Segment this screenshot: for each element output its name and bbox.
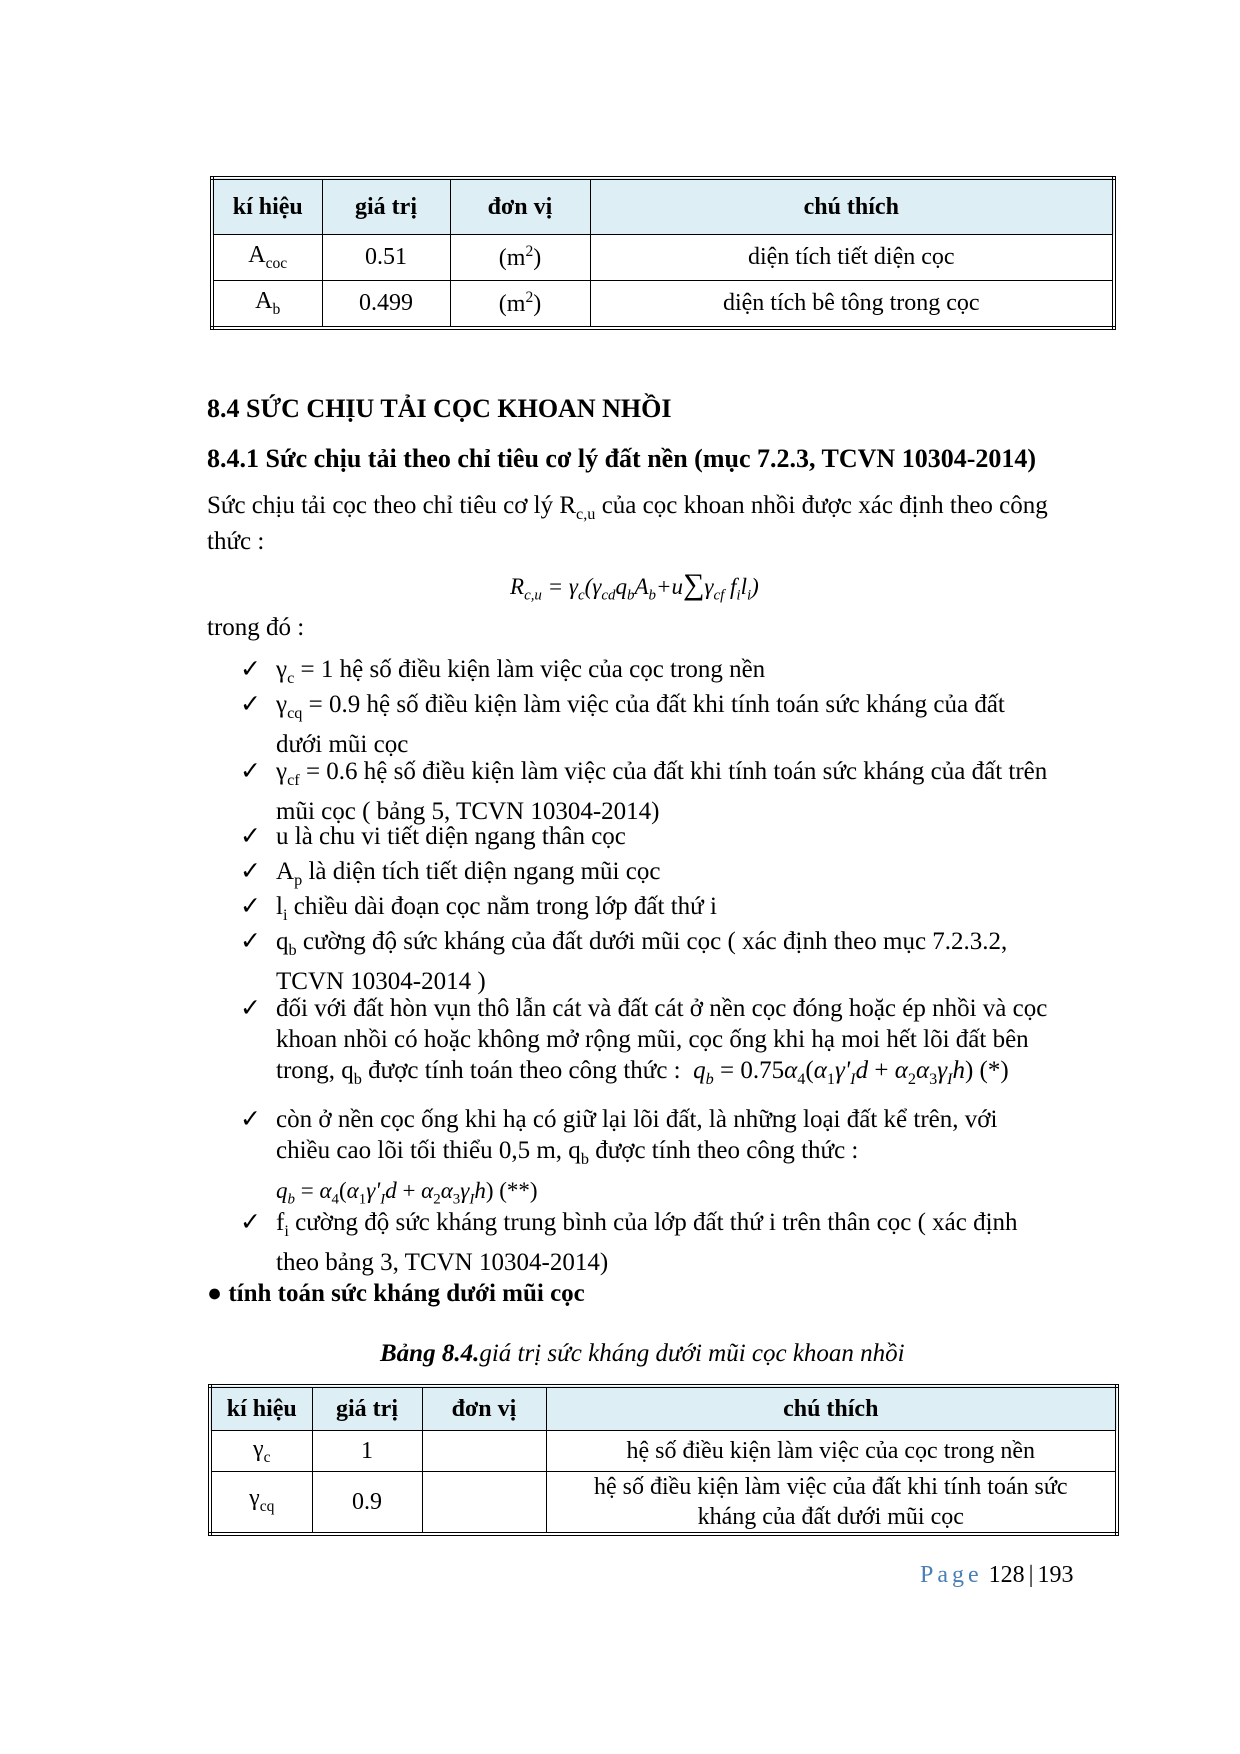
subsection-heading: 8.4.1 Sức chịu tải theo chỉ tiêu cơ lý đất nền (mục 7.2.3, TCVN 10304-2014) — [207, 444, 1037, 473]
checkmark-icon: ✓ — [240, 823, 261, 850]
checkmark-icon: ✓ — [240, 928, 261, 955]
page-separator: | — [1028, 1562, 1034, 1588]
cell-unit — [422, 1431, 546, 1472]
checkmark-icon: ✓ — [240, 758, 261, 785]
page-label: Page — [920, 1562, 983, 1588]
page-footer — [920, 1562, 1073, 1589]
intro-line-2: thức : — [207, 528, 265, 555]
table-row — [210, 1472, 1117, 1535]
tip-resistance-table — [208, 1384, 1119, 1536]
header-unit: đơn vị — [450, 178, 590, 235]
intro-line-1: Sức chịu tải cọc theo chỉ tiêu cơ lý $R_{c,u}$ của cọc khoan nhồi được xác định theo công — [207, 492, 1048, 523]
document-page: kí hiệu giá trị đơn vị chú thích $A_{coc}$ 0.51 $(m^2)$ diện tích tiết diện cọc $A_b$ 0.499 $(m^2)$ diện tích bê tông trong cọc 8.4 SỨC CHỊU TẢI CỌC KHOAN NHỒI 8.4.1 Sức chịu tải theo chỉ tiêu cơ lý đất nền (mục 7.2.3, TCVN 10304-2014) Sức chịu tải cọc theo chỉ tiêu cơ lý $R_{c,u}$ của cọc khoan nhồi được xác định theo công thức : $R_{c,u} = \gamma_c(\gamma_{cd}q_bA_b+u\sum\gamma_{cf}$ $f_il_i$) trong đó : ✓ $\gamma_c = 1$ hệ số điều kiện làm việc của cọc trong nền ✓ $\gamma_{cq} = 0.9$ hệ số điều kiện làm việc của đất khi tính toán sức kháng của đất dưới mũi cọc ✓ $\gamma_{cf} = 0.6$ hệ số điều kiện làm việc của đất khi tính toán sức kháng của đất trên mũi cọc ( bảng 5, TCVN 10304-2014) ✓ u là chu vi tiết diện ngang thân cọc ✓ $A_p$ là diện tích tiết diện ngang mũi cọc ✓ $l_i$ chiều dài đoạn cọc nằm trong lớp đất thứ i ✓ $q_b$ cường độ sức kháng của đất dưới mũi cọc ( xác định theo mục 7.2.3.2, TCVN 10304-2014 ) ✓ đối với đất hòn vụn thô lẫn cát và đất cát ở nền cọc đóng hoặc ép nhồi và cọc khoan nhồi có hoặc không mở rộng mũi, cọc ống khi hạ moi hết lõi đất bên trong, $q_b$ được tính toán theo công thức : $q_b = 0.75\alpha_4(\alpha_1\gamma'_Id + \alpha_2\alpha_3\gamma_Ih)$ (*) ✓ còn ở nền cọc ống khi hạ có giữ lại lõi đất, là những loại đất kể trên, với chiều cao lõi tối thiểu 0,5 m, $q_b$ được tính theo công thức : $q_b = \alpha_4(\alpha_1\gamma'_Id + \alpha_2\alpha_3\gamma_Ih)$ (**) ✓ $f_i$ cường độ sức kháng trung bình của lớp đất thứ i trên thân cọc ( xác định theo bảng 3, TCVN 10304-2014) ● tính toán sức kháng dưới mũi cọc Bảng 8.4.giá trị sức kháng dưới mũi cọc khoan nhồi kí hiệu giá trị đơn vị chú thích $\gamma_c$ 1 hệ số điều kiện làm việc của cọc trong nền $\gamma_{cq}$ 0.9 hệ số điều kiện làm việc của đất khi tính toán sức kháng của đất dưới mũi cọc Page 128 | 193 — [0, 0, 1240, 1754]
header-note: chú thích — [546, 1386, 1117, 1431]
table-caption: Bảng 8.4.giá trị sức kháng dưới mũi cọc khoan nhồi — [380, 1340, 905, 1367]
bearing-capacity-formula: $R_{c,u} = \gamma_c(\gamma_{cd}q_bA_b+u\sum\gamma_{cf}$ $f_il_i$) — [510, 568, 759, 604]
header-symbol: kí hiệu — [210, 1386, 312, 1431]
cell-value: 0.9 — [312, 1472, 422, 1535]
header-symbol: kí hiệu — [212, 178, 322, 235]
checkmark-icon: ✓ — [240, 656, 261, 683]
cell-value: 0.51 — [322, 235, 450, 281]
header-value: giá trị — [312, 1386, 422, 1431]
header-unit: đơn vị — [422, 1386, 546, 1431]
checkmark-icon: ✓ — [240, 1106, 261, 1133]
cell-note: hệ số điều kiện làm việc của cọc trong nền — [546, 1431, 1117, 1472]
checkmark-icon: ✓ — [240, 691, 261, 718]
cell-note: diện tích bê tông trong cọc — [590, 281, 1114, 329]
section-heading: 8.4 SỨC CHỊU TẢI CỌC KHOAN NHỒI — [207, 394, 672, 423]
trong-do-label: trong đó : — [207, 614, 305, 641]
cell-symbol: $\gamma_{cq}$ — [210, 1472, 312, 1535]
page-current: 128 — [988, 1562, 1025, 1588]
checkmark-icon: ✓ — [240, 1209, 261, 1236]
cell-value: 0.499 — [322, 281, 450, 329]
header-note: chú thích — [590, 178, 1114, 235]
table-row — [212, 235, 1114, 281]
checkmark-icon: ✓ — [240, 995, 261, 1022]
cell-value: 1 — [312, 1431, 422, 1472]
cell-symbol: $A_b$ — [212, 281, 322, 329]
checkmark-icon: ✓ — [240, 858, 261, 885]
cell-symbol: $\gamma_c$ — [210, 1431, 312, 1472]
table-row — [212, 281, 1114, 329]
pile-area-table — [210, 176, 1116, 330]
table-header-row — [210, 1386, 1117, 1431]
cell-unit — [422, 1472, 546, 1535]
calc-heading: ● tính toán sức kháng dưới mũi cọc — [207, 1280, 585, 1307]
checkmark-icon: ✓ — [240, 893, 261, 920]
cell-unit: $(m^2)$ — [450, 235, 590, 281]
header-value: giá trị — [322, 178, 450, 235]
cell-unit: $(m^2)$ — [450, 281, 590, 329]
page-total: 193 — [1037, 1562, 1074, 1588]
table-row — [210, 1431, 1117, 1472]
table-header-row — [212, 178, 1114, 235]
cell-note: hệ số điều kiện làm việc của đất khi tính toán sức kháng của đất dưới mũi cọc — [546, 1472, 1117, 1535]
cell-symbol: $A_{coc}$ — [212, 235, 322, 281]
cell-note: diện tích tiết diện cọc — [590, 235, 1114, 281]
